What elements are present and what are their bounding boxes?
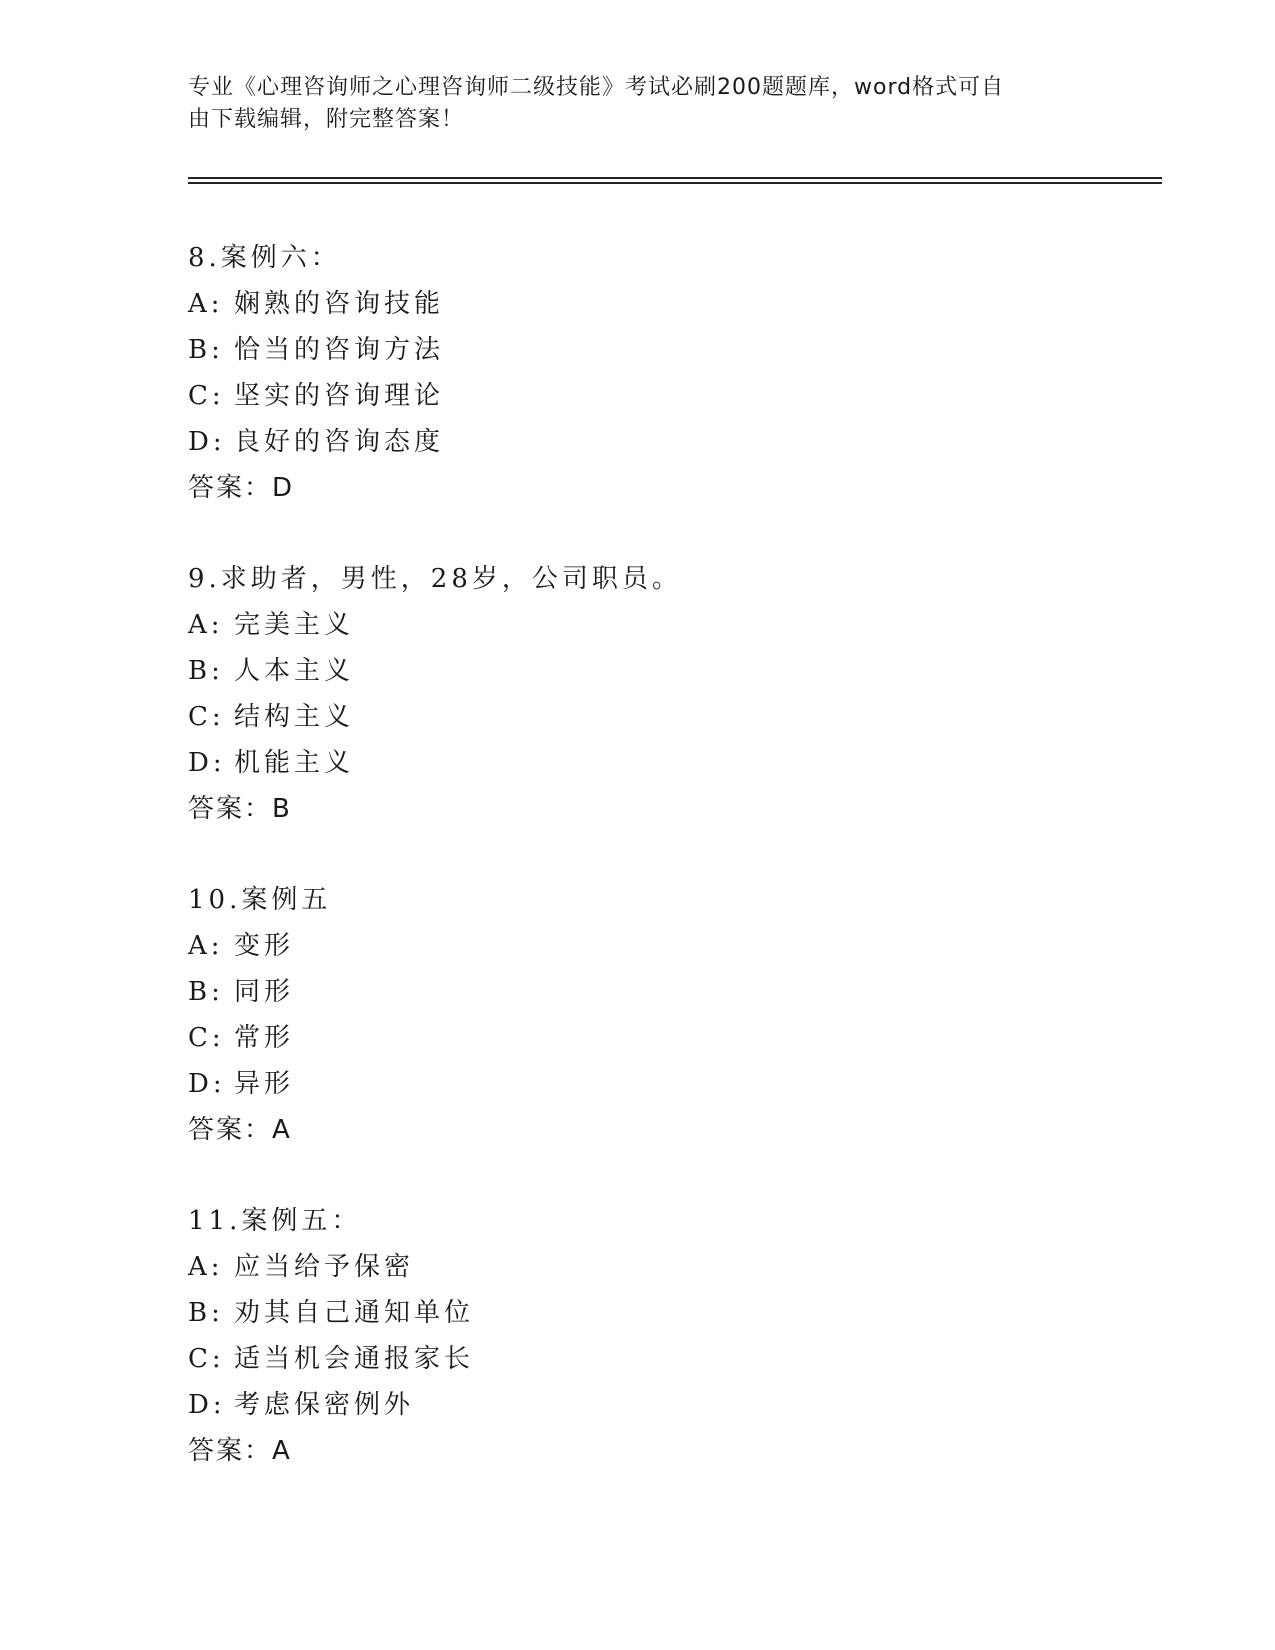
- option-key: C:: [188, 1023, 225, 1053]
- question-stem: 11.案例五：: [188, 1206, 362, 1236]
- option-c: [188, 373, 1088, 419]
- question-9: [188, 556, 1088, 832]
- option-d: [188, 1382, 1088, 1428]
- option-key: C:: [188, 381, 225, 411]
- option-b: [188, 969, 1088, 1015]
- option-text: 坚实的咨询理论: [234, 381, 445, 411]
- answer-line: 答案：A: [188, 1436, 292, 1466]
- option-b: [188, 327, 1088, 373]
- option-text: 恰当的咨询方法: [234, 335, 445, 365]
- option-c: [188, 1015, 1088, 1061]
- option-a: [188, 602, 1088, 648]
- option-key: B:: [188, 335, 224, 365]
- option-text: 变形: [234, 931, 295, 961]
- answer-line: 答案：D: [188, 473, 295, 503]
- question-stem: 8.案例六：: [188, 243, 341, 273]
- option-key: A:: [188, 931, 224, 961]
- option-text: 良好的咨询态度: [234, 427, 445, 457]
- option-key: B:: [188, 977, 224, 1007]
- option-text: 结构主义: [234, 702, 355, 732]
- question-list: [188, 235, 1088, 1519]
- option-d: [188, 740, 1088, 786]
- option-d: [188, 1061, 1088, 1107]
- header-divider-bottom: [188, 182, 1162, 184]
- option-text: 异形: [234, 1069, 295, 1099]
- document-header: [188, 72, 1068, 136]
- option-b: [188, 648, 1088, 694]
- option-key: D:: [188, 1390, 226, 1420]
- option-text: 机能主义: [234, 748, 355, 778]
- header-line-1: 专业《心理咨询师之心理咨询师二级技能》考试必刷200题题库，word格式可自: [188, 75, 1005, 100]
- option-key: A:: [188, 289, 224, 319]
- option-text: 同形: [234, 977, 295, 1007]
- option-key: D:: [188, 427, 226, 457]
- option-key: B:: [188, 656, 224, 686]
- option-key: A:: [188, 1252, 224, 1282]
- option-c: [188, 694, 1088, 740]
- option-key: D:: [188, 748, 226, 778]
- option-text: 考虑保密例外: [234, 1390, 415, 1420]
- question-10: [188, 877, 1088, 1153]
- question-stem: 10.案例五: [188, 885, 332, 915]
- option-a: [188, 1244, 1088, 1290]
- answer-line: 答案：B: [188, 794, 292, 824]
- question-11: [188, 1198, 1088, 1474]
- option-key: D:: [188, 1069, 226, 1099]
- option-a: [188, 923, 1088, 969]
- option-a: [188, 281, 1088, 327]
- option-text: 娴熟的咨询技能: [234, 289, 445, 319]
- option-key: C:: [188, 702, 225, 732]
- question-stem: 9.求助者，男性，28岁，公司职员。: [188, 564, 682, 594]
- option-text: 劝其自己通知单位: [234, 1298, 475, 1328]
- option-b: [188, 1290, 1088, 1336]
- answer-line: 答案：A: [188, 1115, 292, 1145]
- option-text: 人本主义: [234, 656, 355, 686]
- option-key: B:: [188, 1298, 224, 1328]
- option-text: 常形: [234, 1023, 295, 1053]
- option-text: 应当给予保密: [234, 1252, 415, 1282]
- header-divider-top: [188, 177, 1162, 179]
- option-text: 完美主义: [234, 610, 355, 640]
- option-d: [188, 419, 1088, 465]
- header-line-2: 由下载编辑，附完整答案！: [188, 107, 465, 132]
- option-c: [188, 1336, 1088, 1382]
- option-key: C:: [188, 1344, 225, 1374]
- question-8: [188, 235, 1088, 511]
- option-text: 适当机会通报家长: [234, 1344, 475, 1374]
- option-key: A:: [188, 610, 224, 640]
